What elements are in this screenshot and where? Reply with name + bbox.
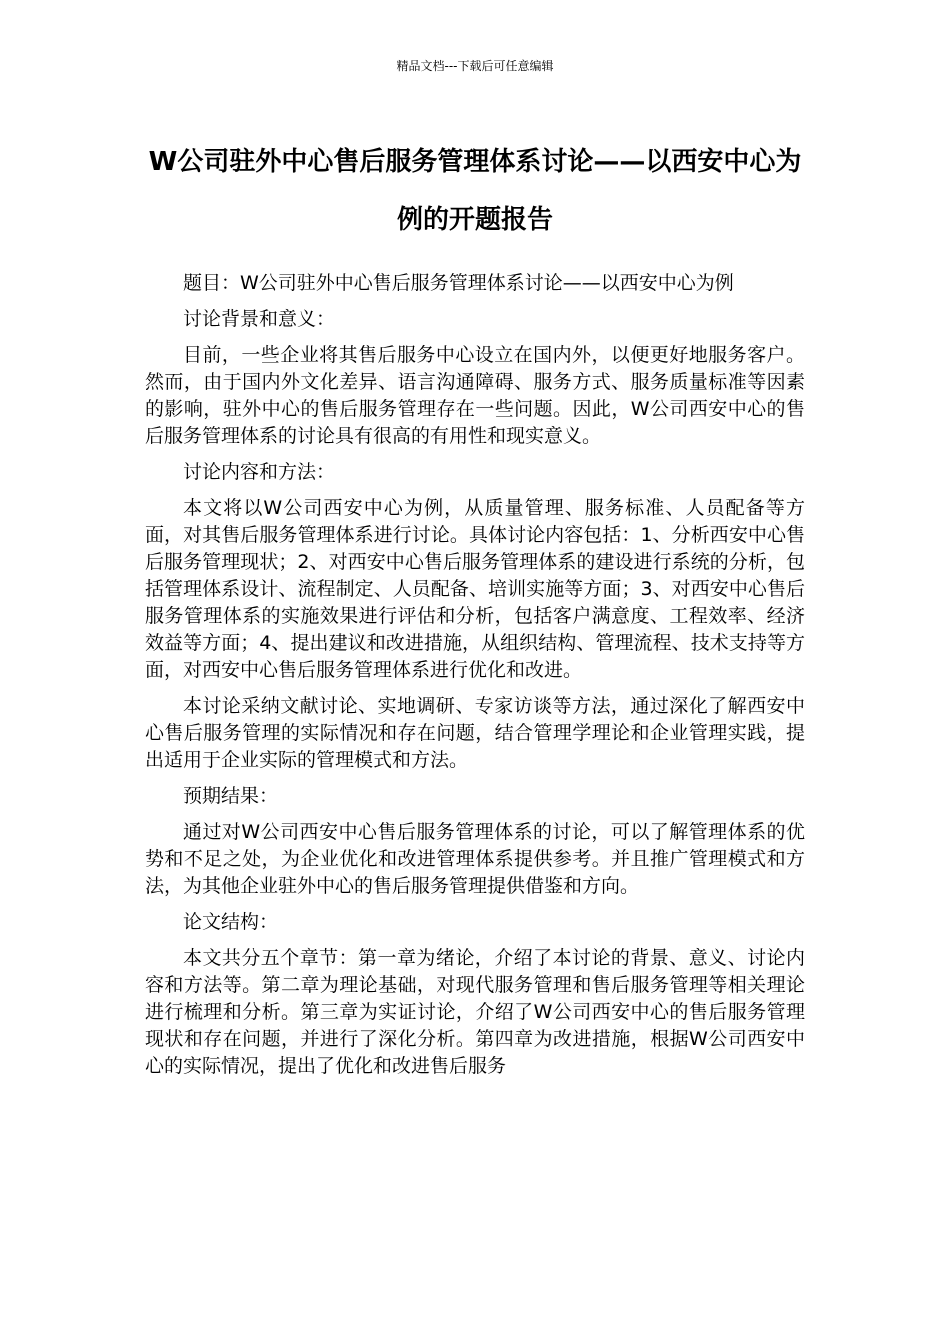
heading-background: 讨论背景和意义：: [183, 308, 336, 330]
heading-content-methods: 讨论内容和方法：: [183, 461, 336, 483]
document-title: W公司驻外中心售后服务管理体系讨论——以西安中心为例的开题报告: [148, 147, 802, 235]
paragraph-background: 目前，一些企业将其售后服务中心设立在国内外，以便更好地服务客户。然而，由于国内外文化差异、语言沟通障碍、服务方式、服务质量标准等因素的影响，驻外中心的售后服务管理存在一些问题。因此，W公司西安中心的售后服务管理体系的讨论具有很高的有用性和现实意义。: [145, 344, 805, 447]
paragraph-structure: 本文共分五个章节：第一章为绪论，介绍了本讨论的背景、意义、讨论内容和方法等。第二章为理论基础，对现代服务管理和售后服务管理等相关理论进行梳理和分析。第三章为实证讨论，介绍了W公司西安中心的售后服务管理现状和存在问题，并进行了深化分析。第四章为改进措施，根据W公司西安中心的实际情况，提出了优化和改进售后服务: [145, 947, 805, 1077]
document-body: [145, 270, 805, 1089]
heading-expected-results: 预期结果：: [183, 785, 279, 807]
paragraph-expected-results: 通过对W公司西安中心售后服务管理体系的讨论，可以了解管理体系的优势和不足之处，为企业优化和改进管理体系提供参考。并且推广管理模式和方法，为其他企业驻外中心的售后服务管理提供借鉴和方向。: [145, 821, 805, 897]
header-note: 精品文档---下载后可任意编辑: [396, 59, 554, 73]
heading-structure: 论文结构：: [183, 911, 279, 933]
paragraph-content: 本文将以W公司西安中心为例，从质量管理、服务标准、人员配备等方面，对其售后服务管理体系进行讨论。具体讨论内容包括：1、分析西安中心售后服务管理现状；2、对西安中心售后服务管理体系的建设进行系统的分析，包括管理体系设计、流程制定、人员配备、培训实施等方面；3、对西安中心售后服务管理体系的实施效果进行评估和分析，包括客户满意度、工程效率、经济效益等方面；4、提出建议和改进措施，从组织结构、管理流程、技术支持等方面，对西安中心售后服务管理体系进行优化和改进。: [145, 497, 805, 681]
paragraph-topic: 题目：W公司驻外中心售后服务管理体系讨论——以西安中心为例: [183, 272, 734, 294]
paragraph-methods: 本讨论采纳文献讨论、实地调研、专家访谈等方法，通过深化了解西安中心售后服务管理的实际情况和存在问题，结合管理学理论和企业管理实践，提出适用于企业实际的管理模式和方法。: [145, 695, 805, 771]
